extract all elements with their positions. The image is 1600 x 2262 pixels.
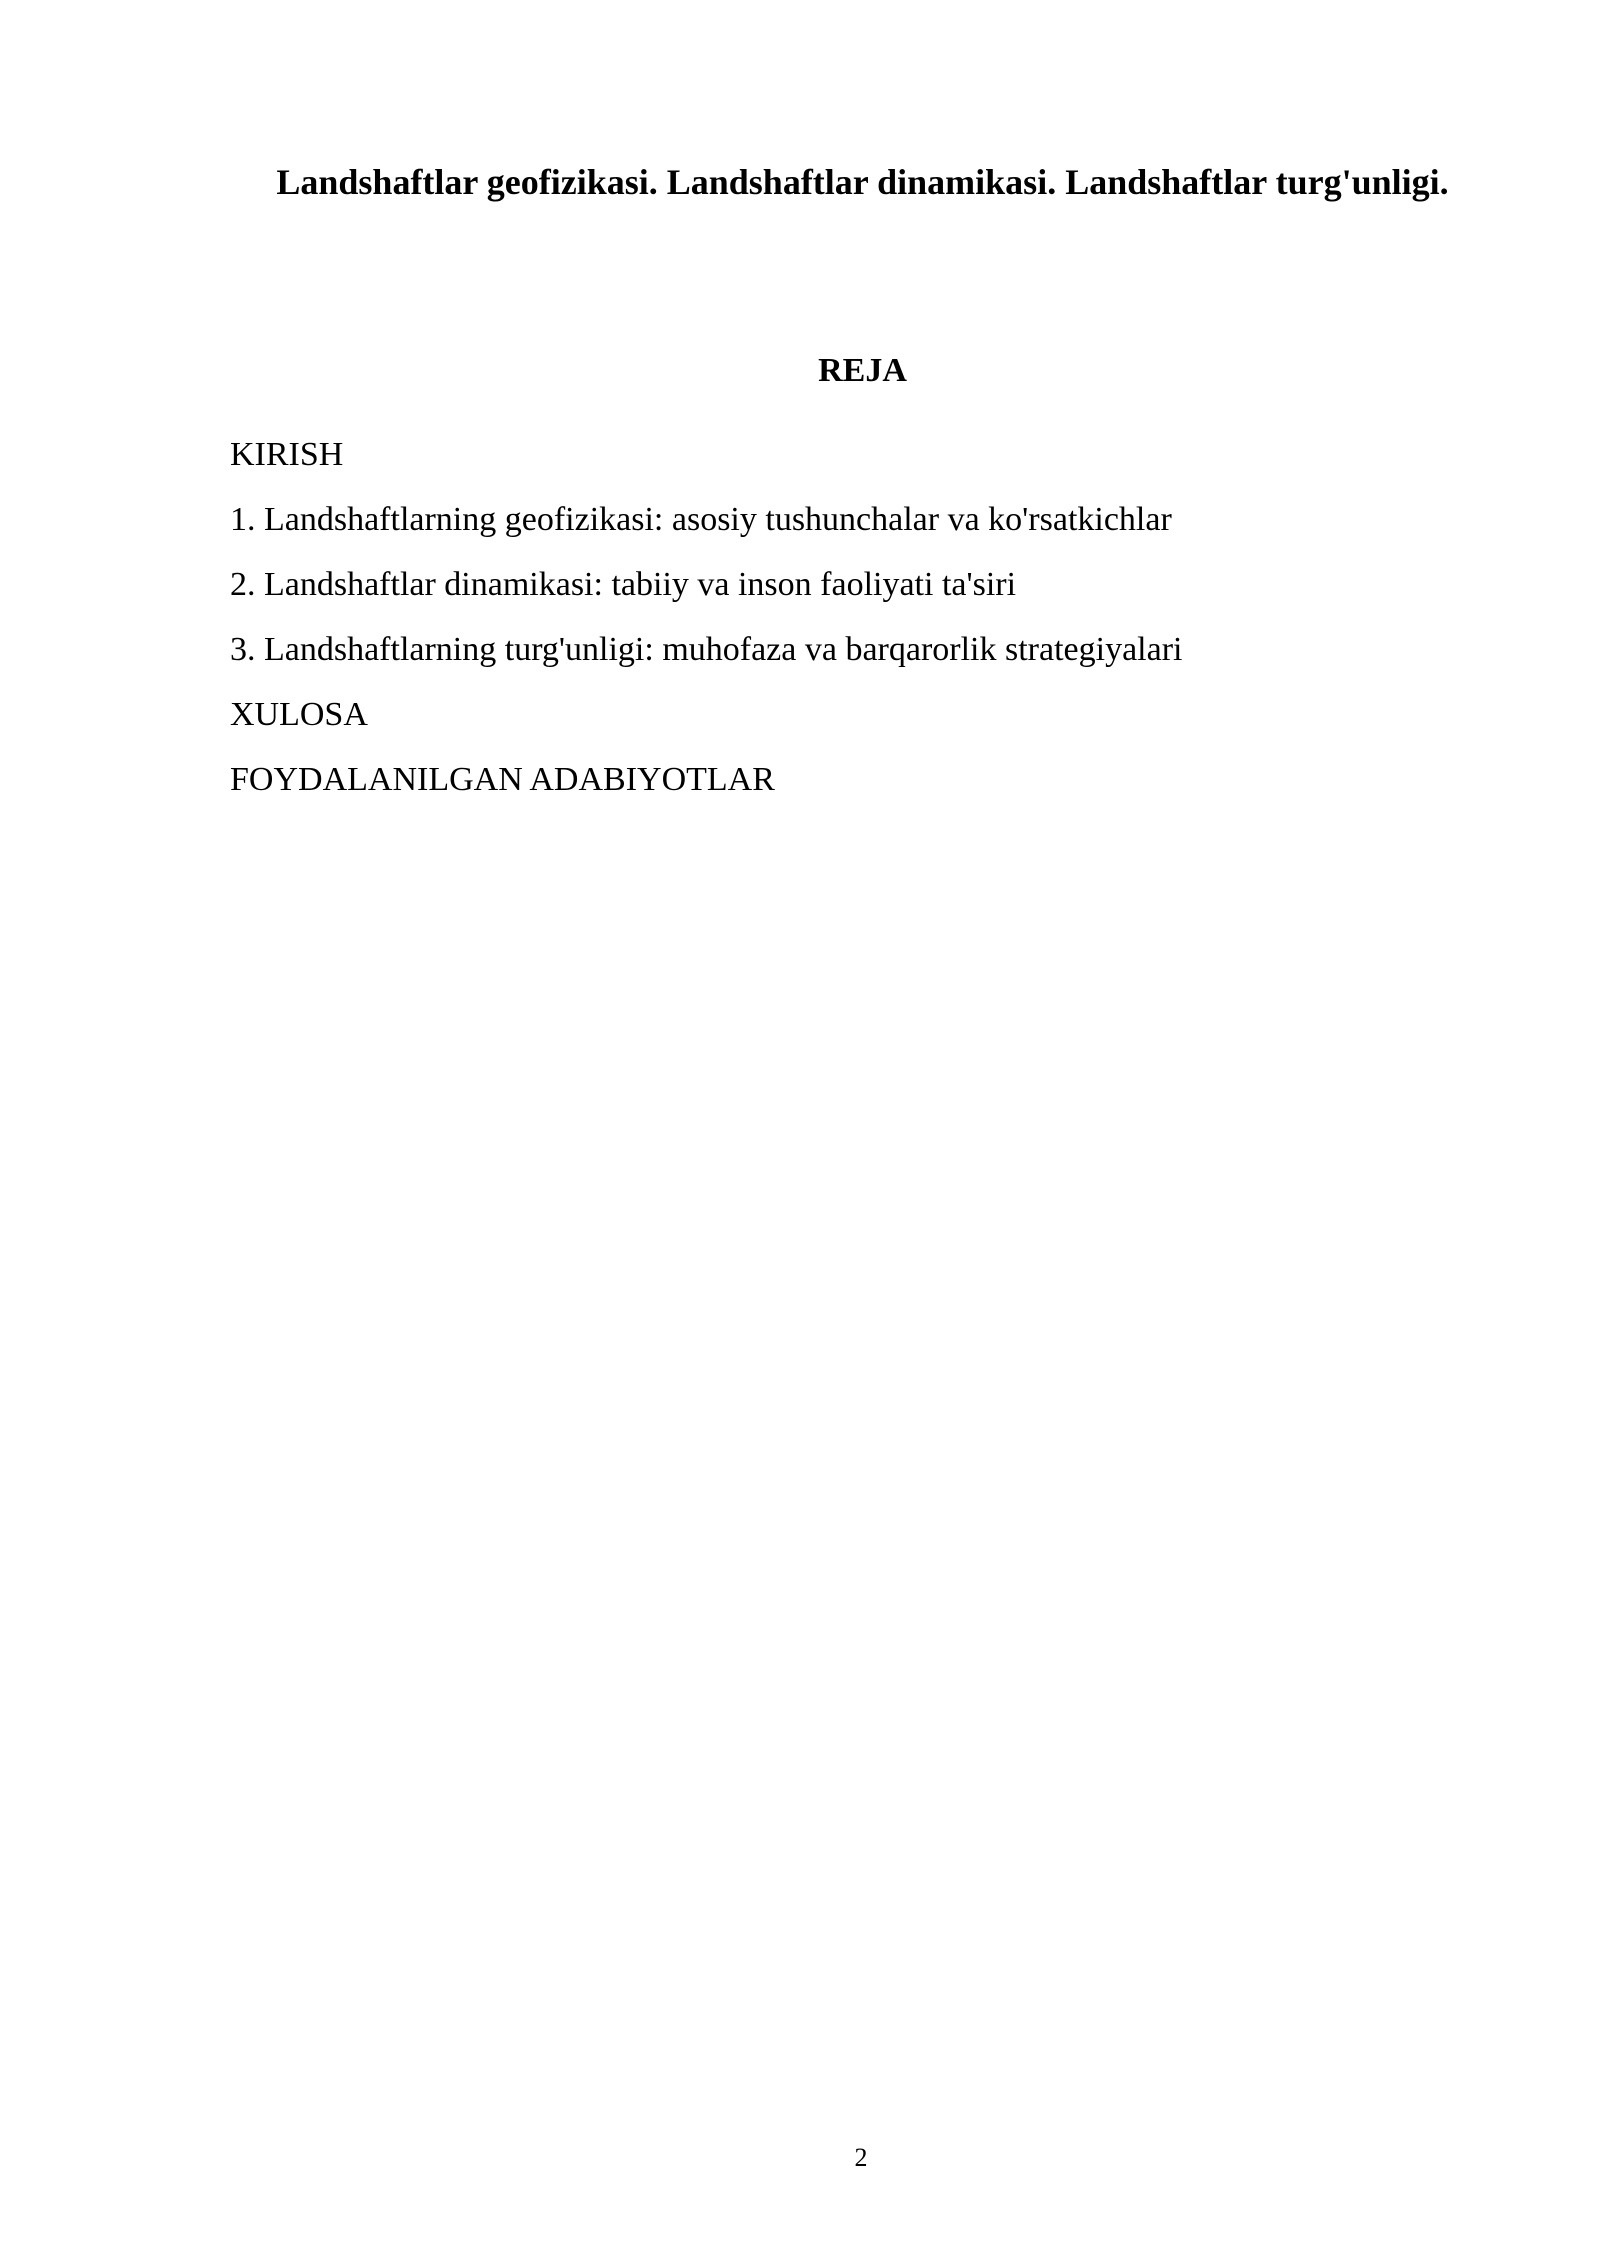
plan-item-references: FOYDALANILGAN ADABIYOTLAR <box>230 761 775 798</box>
plan-item-stability: 3. Landshaftlarning turg'unligi: muhofaza va barqarorlik strategiyalari <box>230 631 1183 668</box>
plan-item-dynamics: 2. Landshaftlar dinamikasi: tabiiy va inson faoliyati ta'siri <box>230 566 1017 603</box>
plan-item-geophysics: 1. Landshaftlarning geofizikasi: asosiy tushunchalar va ko'rsatkichlar <box>230 501 1172 538</box>
document-title: Landshaftlar geofizikasi. Landshaftlar dinamikasi. Landshaftlar turg'unligi. <box>276 162 1449 202</box>
plan-item-introduction: KIRISH <box>230 436 344 473</box>
plan-heading: REJA <box>818 352 907 389</box>
page-number: 2 <box>854 2143 868 2172</box>
plan-item-conclusion: XULOSA <box>230 696 368 733</box>
